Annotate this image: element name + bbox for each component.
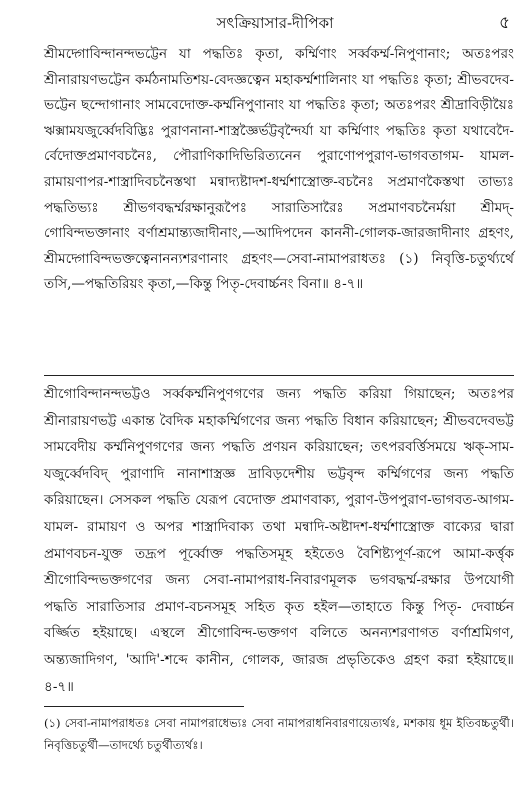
page-header [40, 10, 510, 36]
bengali-paragraph: শ্রীগোবিন্দানন্দভট্টও সর্ব্বকর্ম্মনিপুণগণের জন্য পদ্ধতি করিয়া গিয়াছেন; অতঃপর শ্রীনারায়ণভট্ট একান্ত বৈদিক মহাকর্ম্মিগণের জন্য পদ্ধতি বিধান করিয়াছেন; শ্রীভবদেবভট্ট সামবেদীয় কর্ম্মনিপুণগণের জন্য পদ্ধতি প্রণয়ন করিয়াছেন; তৎপরবর্ত্তিসময়ে ঋক্-সাম- যজুর্ব্বেদবিদ্ পুরাণাদি নানাশাস্ত্রজ্ঞ দ্রাবিড়দেশীয় ভট্টবৃন্দ কর্ম্মিগণের জন্য পদ্ধতি করিয়াছেন। সেসকল পদ্ধতি যেরূপ বেদোক্ত প্রমাণবাক্য, পুরাণ-উপপুরাণ-ভাগবত-আগম-যামল- রামায়ণ ও অপর শাস্ত্রাদিবাক্য তথা মন্বাদি-অষ্টাদশ-ধর্ম্মশাস্ত্রোক্ত বাক্যের দ্বারা প্রমাণবচন-যুক্ত তদ্রূপ পূর্ব্বোক্ত পদ্ধতিসমূহ হইতেও বৈশিষ্ট্যপূর্ণ-রূপে আমা-কর্ত্তৃক শ্রীগোবিন্দভক্তগণের জন্য সেবা-নামাপরাধ-নিবারণমূলক ভগবদ্ধর্ম্ম-রক্ষার উপযোগী পদ্ধতি সারাতিসার প্রমাণ-বচনসমূহ সহিত কৃত হইল—তাহাতে কিন্তু পিতৃ- দেবার্চ্চন বর্জ্জিত হইয়াছে। এস্থলে শ্রীগোবিন্দ-ভক্তগণ বলিতে অনন্যশরণাগত বর্ণাশ্রমিগণ, অন্ত্যজাদিগণ, 'আদি'-শব্দে কানীন, গোলক, জারজ প্রভৃতিকেও গ্রহণ করা হইয়াছে॥ ৪-৭॥ [44, 386, 514, 695]
running-title: সৎক্রিয়াসার-দীপিকা [216, 14, 334, 32]
bengali-translation-block [44, 381, 514, 700]
footnote-paragraph: (১) সেবা-নামাপরাধতঃ সেবা নামাপরাধেভ্যঃ সেবা নামাপরাধনিবারণায়েত্যর্থঃ, মশকায় ধূম ইতিবচ্চতুর্থী। নিবৃত্তিচতুর্থী—তাদর্থ্যে চতুর্থীত্যর্থঃ। [44, 716, 514, 752]
footnote-divider [44, 706, 244, 707]
footnote-block [44, 712, 514, 756]
sanskrit-paragraph: শ্রীমদ্গোবিন্দানন্দভট্টেন যা পদ্ধতিঃ কৃতা, কর্ম্মিণাং সর্ব্বকর্ম্ম-নিপুণানাং; অতঃপরং শ্রীনারায়ণভট্টেন কর্মঠনামতিশয়-বেদজ্ঞত্বেন মহাকর্ম্মশালিনাং যা পদ্ধতিঃ কৃতা; শ্রীভবদেব-ভট্টেন ছন্দোগানাং সামবেদোক্ত-কর্ম্মনিপুণানাং যা পদ্ধতিঃ কৃতা; অতঃপরং শ্রীদ্রাবিড়ীয়ৈঃ ঋক্সামযজুর্ব্বেদবিদ্ভিঃ পুরাণনানা-শাস্ত্রজ্ঞৈর্ভট্টবৃন্দৈর্যা যা কর্ম্মিণাং পদ্ধতিঃ কৃতা যথাবেদৈ- র্বেদোক্তপ্রমাণবচনৈঃ, পৌরাণিকাদিভিরিত্যনেন পুরাণোপপুরাণ-ভাগবতাগম- যামল-রামায়ণাপর-শাস্ত্রাদিবচনৈস্তথা মন্বাদ্যষ্টাদশ-ধর্ম্মশাস্ত্রোক্ত-বচনৈঃ সপ্রমাণকৈস্তথা তাভ্যঃ পদ্ধতিভ্যঃ শ্রীভগবদ্ধর্ম্মরক্ষানুরূপৈঃ সারাতিসারৈঃ সপ্রমাণবচনৈর্ময়া শ্রীমদ্-গোবিন্দভক্তানাং বর্ণাশ্রমান্ত্যজাদীনাং,—আদিপদেন কাননী-গোলক-জারজাদীনাং গ্রহণং, শ্রীমদ্গোবিন্দভক্তত্বেনানন্যশরণানাং গ্রহণং—সেবা-নামাপরাধতঃ (১) নিবৃত্তি-চতুর্থ্যর্থে তসি,—পদ্ধতিরিয়ং কৃতা,—কিন্তু পিতৃ-দেবার্চ্চনং বিনা॥ ৪-৭॥ [44, 46, 514, 293]
sanskrit-verse-block [44, 42, 514, 298]
page-number: ৫ [498, 13, 510, 33]
section-divider [44, 375, 514, 376]
